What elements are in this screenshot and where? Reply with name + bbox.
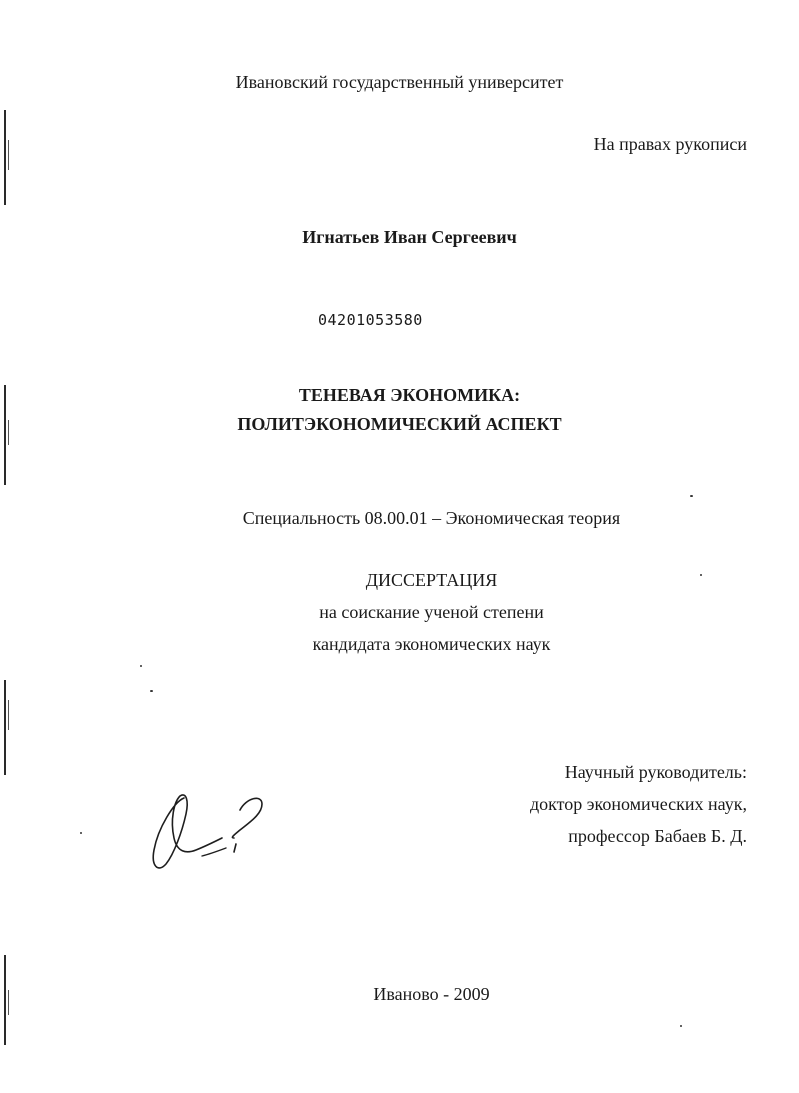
scan-edge-mark <box>4 110 6 205</box>
scan-edge-mark <box>4 955 6 1045</box>
place-year: Иваново - 2009 <box>373 984 490 1004</box>
scan-speck <box>80 832 82 834</box>
scan-edge-mark <box>4 680 6 775</box>
degree-line-1: на соискание ученой степени <box>319 602 544 622</box>
scan-speck <box>140 665 142 667</box>
scan-edge-mark <box>4 385 6 485</box>
supervisor-label: Научный руководитель: <box>564 762 747 782</box>
scan-edge-mark <box>8 140 9 170</box>
scan-edge-mark <box>8 700 9 730</box>
supervisor-degree: доктор экономических наук, <box>530 794 747 814</box>
registry-number: 04201053580 <box>318 311 423 329</box>
scan-speck <box>680 1025 682 1027</box>
university-name: Ивановский государственный университет <box>235 72 564 92</box>
scan-speck <box>150 690 153 692</box>
title-line-2: ПОЛИТЭКОНОМИЧЕСКИЙ АСПЕКТ <box>237 414 562 434</box>
degree-line-2: кандидата экономических наук <box>312 634 551 654</box>
specialty: Специальность 08.00.01 – Экономическая теория <box>242 508 621 528</box>
title-line-1: ТЕНЕВАЯ ЭКОНОМИКА: <box>298 385 521 405</box>
work-type: ДИССЕРТАЦИЯ <box>365 570 498 590</box>
scan-speck <box>690 495 693 497</box>
supervisor-name: профессор Бабаев Б. Д. <box>568 826 747 846</box>
manuscript-note: На правах рукописи <box>593 134 747 154</box>
author-name: Игнатьев Иван Сергеевич <box>302 227 517 247</box>
signature-icon <box>140 780 280 880</box>
scan-edge-mark <box>8 990 9 1015</box>
